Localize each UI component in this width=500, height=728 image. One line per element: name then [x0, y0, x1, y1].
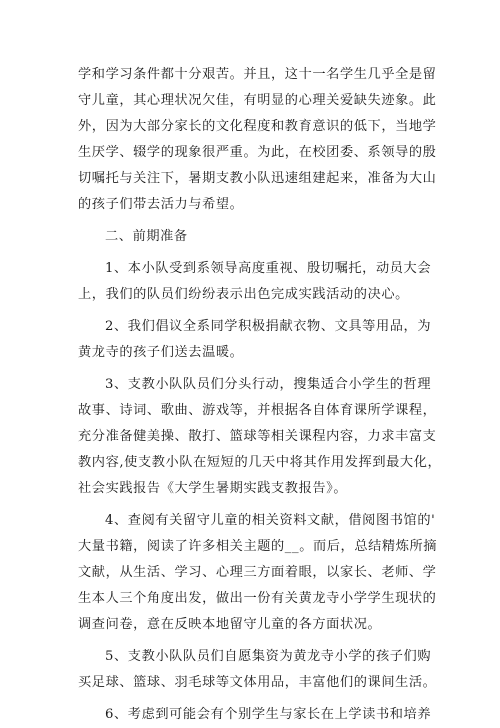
text-line: 文献，从生活、学习、心理三方面着眼，以家长、老师、学 [78, 565, 437, 580]
text-line: 1、本小队受到系领导高度重视、殷切嘱托，动员大会 [105, 261, 432, 276]
text-line: 3、支教小队队员们分头行动，搜集适合小学生的哲理 [105, 377, 432, 392]
text-line: 的孩子们带去活力与希望。 [78, 197, 244, 212]
text-line: 4、查阅有关留守儿童的相关资料文献，借阅图书馆的' [105, 513, 436, 528]
item-2 [78, 314, 432, 366]
paragraph-background [78, 62, 437, 218]
item-6 [78, 702, 432, 728]
text-line: 守儿童，其心理状况欠佳，有明显的心理关爱缺失迹象。此 [78, 93, 437, 108]
text-line: 充分准备健美操、散打、篮球等相关课程内容，力求丰富支 [78, 429, 437, 444]
text-line: 外，因为大部分家长的文化程度和教育意识的低下，当地学 [78, 119, 437, 134]
section-heading-preparation [78, 224, 428, 250]
text-line: 生本人三个角度出发，做出一份有关黄龙寺小学学生现状的 [78, 591, 437, 606]
text-line: 切嘱托与关注下，暑期支教小队迅速组建起来，准备为大山 [78, 171, 437, 186]
item-3 [78, 372, 442, 502]
text-line: 大量书籍，阅读了许多相关主题的__。而后，总结精炼所摘 [78, 539, 438, 554]
text-line: 5、支教小队队员们自愿集资为黄龙寺小学的孩子们购 [105, 649, 432, 664]
item-5 [78, 644, 437, 696]
text-line: 6、考虑到可能会有个别学生与家长在上学读书和培养 [105, 707, 432, 722]
text-line: 生厌学、辍学的现象很严重。为此，在校团委、系领导的殷 [78, 145, 437, 160]
text-line: 黄龙寺的孩子们送去温暖。 [78, 345, 244, 360]
text-line: 故事、诗词、歌曲、游戏等，并根据各自体育课所学课程， [78, 403, 437, 418]
text-line: 教内容,使支教小队在短短的几天中将其作用发挥到最大化， [78, 455, 442, 470]
text-line: 上，我们的队员们纷纷表示出色完成实践活动的决心。 [78, 287, 409, 302]
item-4 [78, 508, 438, 638]
text-line: 学和学习条件都十分艰苦。并且，这十一名学生几乎全是留 [78, 67, 437, 82]
text-line: 调查问卷，意在反映本地留守儿童的各方面状况。 [78, 617, 382, 632]
text-line: 买足球、篮球、羽毛球等文体用品，丰富他们的课间生活。 [78, 675, 437, 690]
text-line: 社会实践报告《大学生暑期实践支教报告》。 [78, 481, 348, 496]
text-line: 2、我们倡议全系同学积极捐献衣物、文具等用品，为 [105, 319, 432, 334]
text-line: 二、前期准备 [105, 229, 188, 244]
document-body [78, 62, 442, 728]
item-1 [78, 256, 432, 308]
